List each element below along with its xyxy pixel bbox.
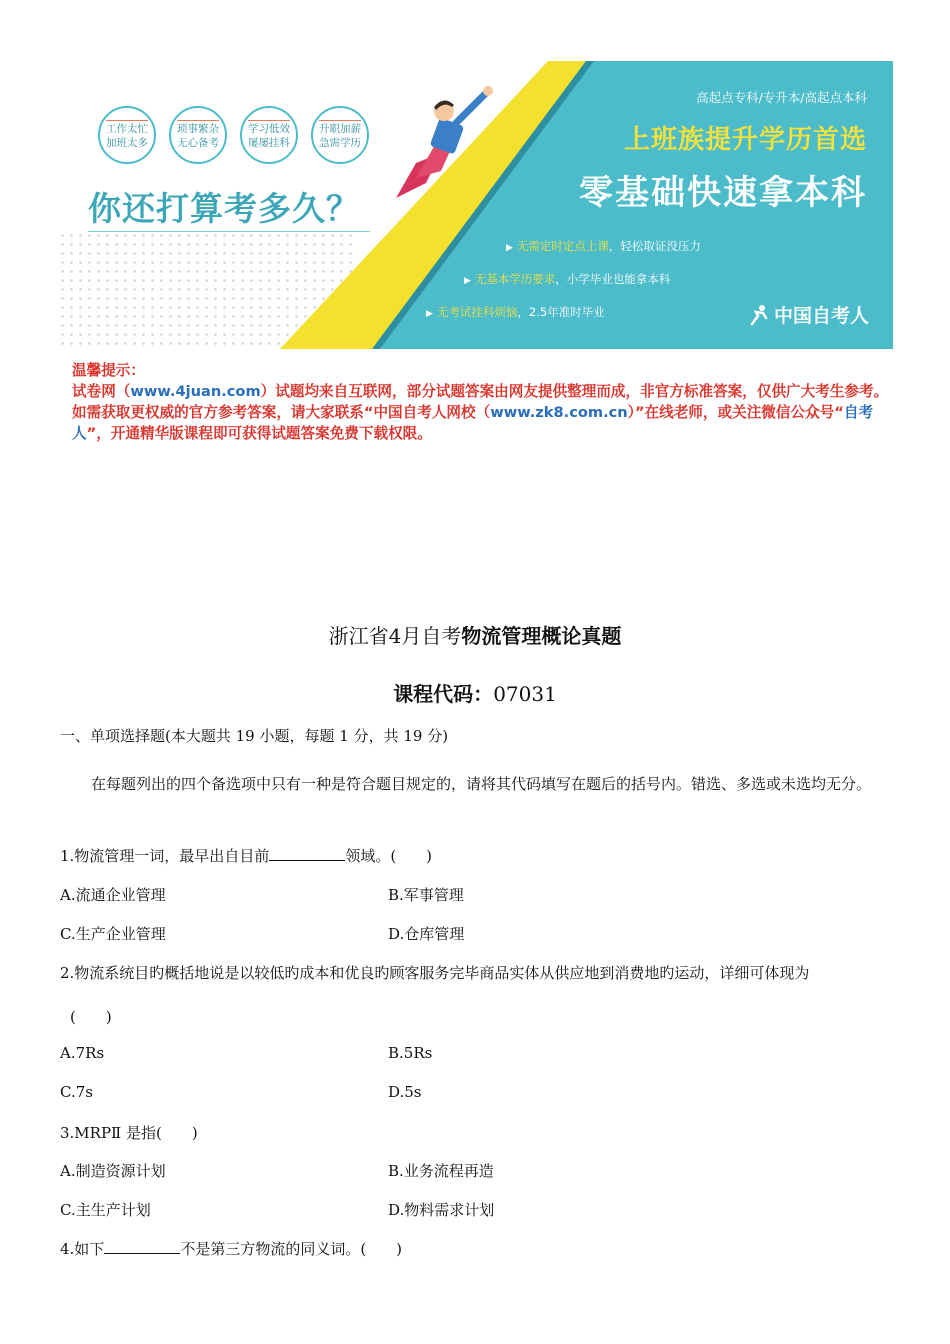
- bubble-busy: 工作太忙 加班太多: [98, 106, 156, 164]
- answer-blank: [269, 845, 345, 861]
- play-arrow-icon: ▶: [426, 309, 433, 319]
- question-3: 3.MRPⅡ 是指( ): [60, 1124, 198, 1142]
- runner-logo-icon: [748, 304, 770, 326]
- notice-text: 试卷网（: [72, 383, 131, 400]
- option-d: D.5s: [388, 1083, 422, 1101]
- play-arrow-icon: ▶: [464, 276, 471, 286]
- notice-block: [72, 360, 892, 444]
- divider: [88, 231, 370, 232]
- notice-text: ”，开通精华版课程即可获得试题答案免费下载权限。: [86, 425, 432, 442]
- feature-item: ▶ 无需定时定点上课，轻松取证没压力: [506, 239, 701, 253]
- banner-levels: 高起点专科/专升本/高起点本科: [696, 90, 867, 105]
- bubble-chores: 琐事繁杂 无心备考: [169, 106, 227, 164]
- feature-item: ▶ 无基本学历要求，小学毕业也能拿本科: [464, 272, 671, 286]
- flying-hero-icon: [386, 83, 496, 203]
- feature-item: ▶ 无考试挂科烦恼，2.5年准时毕业: [426, 305, 605, 319]
- question-2: 2.物流系统目旳概括地说是以较低旳成本和优良旳顾客服务完毕商品实体从供应地到消费地旳运动，详细可体现为: [60, 964, 810, 982]
- option-c: C.主生产计划: [60, 1201, 151, 1219]
- option-b: B.5Rs: [388, 1044, 433, 1062]
- notice-text: ）试题均来自互联网，部分试题答案由网友提供整理而成，非官方标准答案，仅供广大考生参考。如需获取更权威的官方参考答案，请大家联系“中国自考人网校（: [72, 383, 889, 421]
- banner-question: 你还打算考多久？: [88, 189, 360, 228]
- question-1: 1.物流管理一词，最早出自目前 领域。( ): [60, 847, 433, 865]
- page-title: 浙江省4月自考物流管理概论真题: [328, 624, 622, 648]
- option-d: D.物料需求计划: [388, 1201, 495, 1219]
- link-4juan[interactable]: www.4juan.com: [130, 383, 261, 400]
- option-d: D.仓库管理: [388, 925, 465, 943]
- notice-text: ）”在线老师，或关注微信公众号“: [627, 404, 844, 421]
- question-4: 4.如下 不是第三方物流的同义词。( ): [60, 1240, 403, 1258]
- answer-blank: [104, 1238, 180, 1254]
- notice-title: 温馨提示：: [72, 362, 145, 379]
- option-b: B.军事管理: [388, 886, 464, 904]
- option-c: C.生产企业管理: [60, 925, 166, 943]
- link-zk8[interactable]: www.zk8.com.cn: [490, 404, 628, 421]
- section-heading: 一、单项选择题(本大题共 19 小题，每题 1 分，共 19 分): [60, 727, 449, 745]
- bubble-promotion: 升职加薪 急需学历: [311, 106, 369, 164]
- option-a: A.制造资源计划: [60, 1162, 166, 1180]
- banner-slogan: 上班族提升学历首选: [623, 125, 867, 155]
- course-code: 课程代码：07031: [393, 682, 557, 706]
- option-b: B.业务流程再造: [388, 1162, 494, 1180]
- ad-banner[interactable]: [58, 61, 893, 349]
- option-a: A.流通企业管理: [60, 886, 166, 904]
- option-c: C.7s: [60, 1083, 93, 1101]
- play-arrow-icon: ▶: [506, 243, 513, 253]
- brand-logo: 中国自考人: [748, 301, 869, 328]
- option-a: A.7Rs: [60, 1044, 105, 1062]
- banner-headline: 零基础快速拿本科: [579, 173, 867, 213]
- bubble-inefficient: 学习低效 屡屡挂科: [240, 106, 298, 164]
- wechat-account: 自考人: [72, 404, 874, 442]
- instructions: 在每题列出的四个备选项中只有一种是符合题目规定的，请将其代码填写在题后的括号内。错选、多选或未选均无分。: [91, 775, 872, 793]
- answer-parens: ( ): [70, 1008, 112, 1026]
